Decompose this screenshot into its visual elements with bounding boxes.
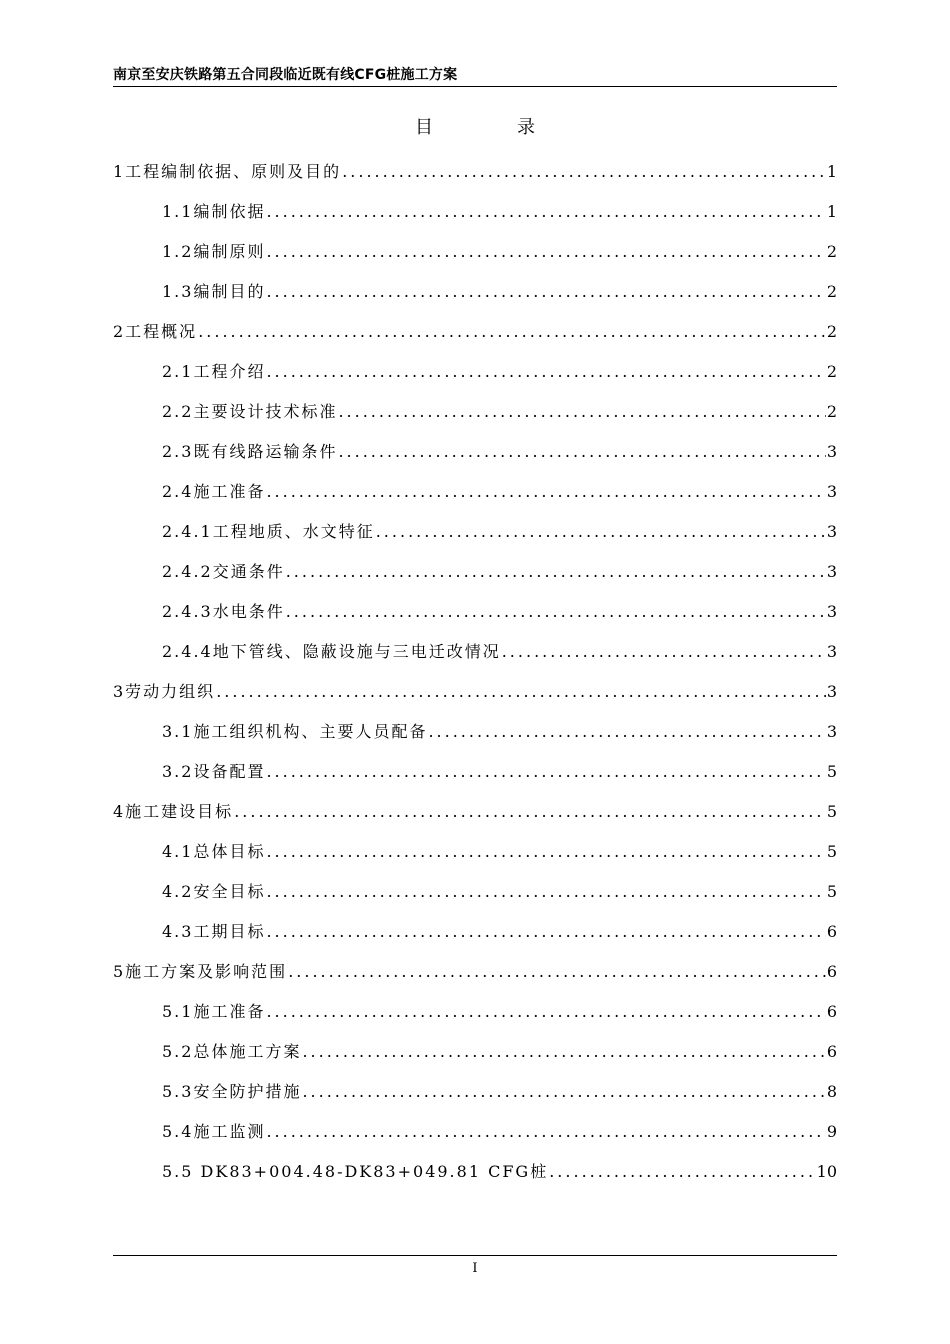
- toc-entry[interactable]: [113, 1152, 837, 1192]
- toc-entry[interactable]: [113, 152, 837, 192]
- toc-entry-page: 6: [826, 962, 837, 981]
- toc-entry-page: 5: [826, 762, 837, 781]
- toc-entry-page: 2: [826, 282, 837, 301]
- dot-leader: [286, 552, 826, 592]
- toc-entry-page: 2: [826, 402, 837, 421]
- toc-entry-label: 1.2编制原则: [162, 242, 266, 261]
- toc-entry-label: 3.1施工组织机构、主要人员配备: [162, 722, 428, 741]
- dot-leader: [266, 872, 825, 912]
- dot-leader: [266, 272, 825, 312]
- toc-entry-label: 1工程编制依据、原则及目的: [113, 162, 342, 181]
- toc-entry[interactable]: [113, 232, 837, 272]
- toc-entry-page: 3: [826, 562, 837, 581]
- dot-leader: [302, 1072, 825, 1112]
- dot-leader: [216, 672, 826, 712]
- toc-title-left: 目: [415, 117, 433, 138]
- toc-entry-label: 1.3编制目的: [162, 282, 266, 301]
- toc-entry-page: 2: [826, 322, 837, 341]
- toc-entry[interactable]: [113, 832, 837, 872]
- toc-entry-page: 3: [826, 602, 837, 621]
- toc-entry-label: 3劳动力组织: [113, 682, 216, 701]
- dot-leader: [342, 152, 826, 192]
- toc-entry[interactable]: [113, 432, 837, 472]
- toc-entry[interactable]: [113, 752, 837, 792]
- header-rule: [113, 86, 837, 87]
- toc-entry-label: 5.2总体施工方案: [162, 1042, 302, 1061]
- toc-entry-page: 5: [826, 802, 837, 821]
- toc-entry-page: 6: [826, 922, 837, 941]
- toc-entry-page: 8: [826, 1082, 837, 1101]
- toc-entry-label: 4.1总体目标: [162, 842, 266, 861]
- toc-entry-label: 2.2主要设计技术标准: [162, 402, 338, 421]
- footer-page-number: I: [472, 1261, 478, 1276]
- toc-title-right: 录: [517, 117, 535, 138]
- toc-entry-page: 1: [826, 202, 837, 221]
- dot-leader: [502, 632, 826, 672]
- toc-entry-page: 5: [826, 882, 837, 901]
- toc-entry[interactable]: [113, 1072, 837, 1112]
- toc-entry[interactable]: [113, 352, 837, 392]
- toc-entry-page: 3: [826, 442, 837, 461]
- toc-entry-page: 1: [826, 162, 837, 181]
- toc-entry-page: 2: [826, 242, 837, 261]
- toc-title: [0, 113, 950, 139]
- toc-entry-page: 9: [826, 1122, 837, 1141]
- dot-leader: [376, 512, 826, 552]
- toc-entry-label: 2.4.1工程地质、水文特征: [162, 522, 375, 541]
- toc-entry[interactable]: [113, 632, 837, 672]
- dot-leader: [266, 832, 825, 872]
- dot-leader: [286, 592, 826, 632]
- toc-entry[interactable]: [113, 192, 837, 232]
- toc-entry-label: 4.3工期目标: [162, 922, 266, 941]
- toc-entry-page: 3: [826, 482, 837, 501]
- toc-entry-label: 2.4.4地下管线、隐蔽设施与三电迁改情况: [162, 642, 501, 661]
- toc-entry-label: 1.1编制依据: [162, 202, 266, 221]
- dot-leader: [266, 912, 825, 952]
- dot-leader: [428, 712, 825, 752]
- toc-entry[interactable]: [113, 272, 837, 312]
- toc-entry-label: 5.5 DK83+004.48-DK83+049.81 CFG桩: [162, 1162, 549, 1181]
- dot-leader: [198, 312, 826, 352]
- toc-entry-label: 4.2安全目标: [162, 882, 266, 901]
- toc-entry[interactable]: [113, 1032, 837, 1072]
- dot-leader: [549, 1152, 815, 1192]
- toc-entry-page: 5: [826, 842, 837, 861]
- footer-rule: [113, 1255, 837, 1256]
- toc-entry[interactable]: [113, 592, 837, 632]
- dot-leader: [266, 1112, 825, 1152]
- toc-entry-label: 5.3安全防护措施: [162, 1082, 302, 1101]
- toc-entry-page: 3: [826, 522, 837, 541]
- toc-entry[interactable]: [113, 392, 837, 432]
- dot-leader: [234, 792, 826, 832]
- dot-leader: [266, 192, 825, 232]
- toc-entry-label: 2.4施工准备: [162, 482, 266, 501]
- toc-entry-page: 6: [826, 1002, 837, 1021]
- dot-leader: [266, 472, 825, 512]
- toc-entry-label: 5施工方案及影响范围: [113, 962, 288, 981]
- toc-entry-page: 3: [826, 682, 837, 701]
- toc-entry[interactable]: [113, 912, 837, 952]
- running-header-title: 南京至安庆铁路第五合同段临近既有线CFG桩施工方案: [113, 67, 458, 83]
- toc-entry-label: 5.1施工准备: [162, 1002, 266, 1021]
- toc-entry-label: 2.1工程介绍: [162, 362, 266, 381]
- toc-entry-label: 5.4施工监测: [162, 1122, 266, 1141]
- dot-leader: [288, 952, 826, 992]
- toc-entry-label: 2工程概况: [113, 322, 198, 341]
- toc-entry[interactable]: [113, 712, 837, 752]
- toc-entry[interactable]: [113, 792, 837, 832]
- dot-leader: [302, 1032, 825, 1072]
- toc-entry[interactable]: [113, 992, 837, 1032]
- toc-entry-label: 4施工建设目标: [113, 802, 234, 821]
- toc-entry[interactable]: [113, 552, 837, 592]
- toc-entry-page: 10: [816, 1162, 837, 1181]
- dot-leader: [338, 392, 825, 432]
- toc-entry-label: 3.2设备配置: [162, 762, 266, 781]
- toc-entry[interactable]: [113, 1112, 837, 1152]
- toc-entry[interactable]: [113, 872, 837, 912]
- toc-entry[interactable]: [113, 472, 837, 512]
- toc-entry[interactable]: [113, 312, 837, 352]
- dot-leader: [266, 352, 825, 392]
- dot-leader: [266, 752, 825, 792]
- toc-entry-page: 3: [826, 722, 837, 741]
- toc-entry-page: 6: [826, 1042, 837, 1061]
- toc-entry[interactable]: [113, 672, 837, 712]
- dot-leader: [266, 992, 825, 1032]
- toc-entry[interactable]: [113, 952, 837, 992]
- dot-leader: [266, 232, 825, 272]
- toc-entry[interactable]: [113, 512, 837, 552]
- toc-list: [113, 152, 837, 1192]
- toc-entry-page: 2: [826, 362, 837, 381]
- toc-entry-label: 2.4.2交通条件: [162, 562, 285, 581]
- dot-leader: [338, 432, 825, 472]
- toc-entry-label: 2.3既有线路运输条件: [162, 442, 338, 461]
- toc-entry-page: 3: [826, 642, 837, 661]
- toc-entry-label: 2.4.3水电条件: [162, 602, 285, 621]
